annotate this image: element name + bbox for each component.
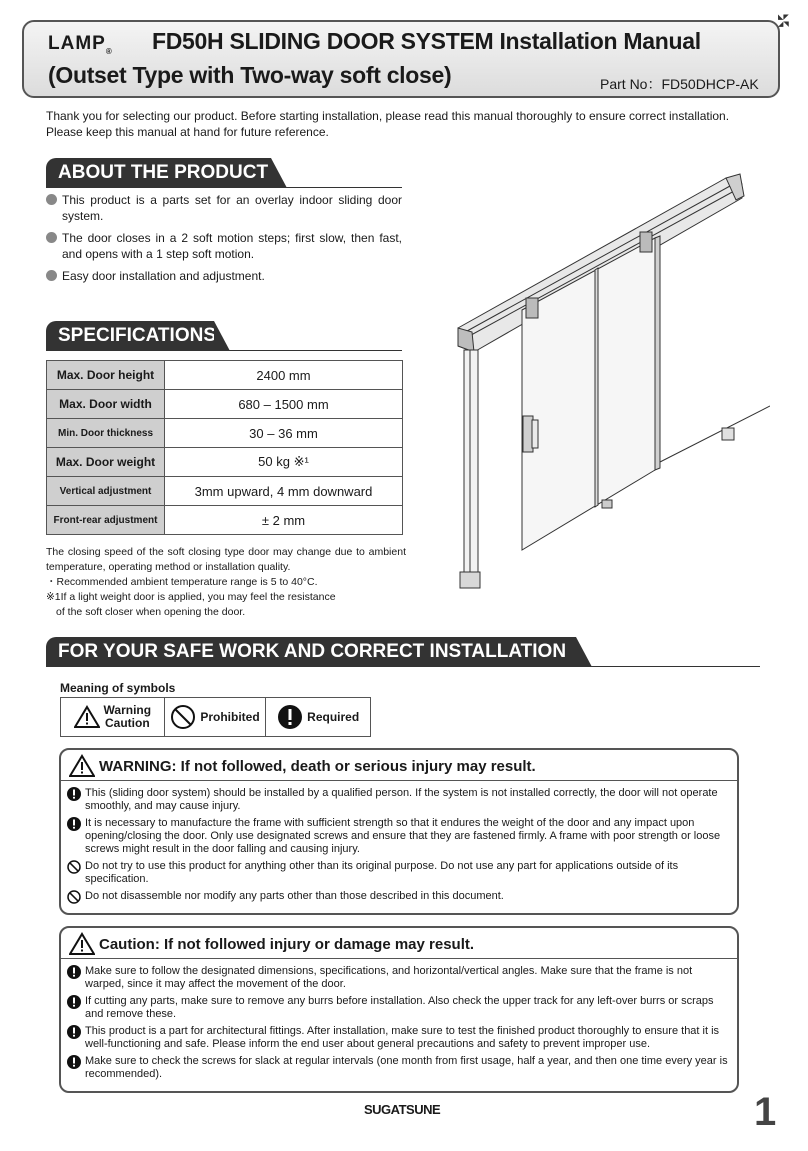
about-list (46, 192, 402, 290)
warning-icon (69, 932, 95, 956)
list-item: Make sure to follow the designated dimensions, specifications, and horizontal/vertical angles. Make sure that the frame is not warped, since it may affect the movement of the door. (67, 965, 729, 991)
required-icon (67, 1055, 81, 1069)
warning-list (67, 787, 729, 907)
prohibited-icon (67, 890, 81, 904)
bullet-icon (46, 194, 57, 205)
legend-required: Required (266, 698, 370, 736)
list-item: This product is a part for architectural fittings. After installation, make sure to test the finished product thoroughly to ensure that it is well-functioning and safe. Please inform the end user about general precautions and safety to prevent improper use. (67, 1025, 729, 1051)
symbols-label: Meaning of symbols (60, 681, 176, 695)
about-heading: ABOUT THE PRODUCT (46, 158, 271, 188)
list-item: Make sure to check the screws for slack at regular intervals (one month from first usage, half a year, and then one time every year is recommended). (67, 1055, 729, 1081)
table-row: Front-rear adjustment ± 2 mm (47, 506, 403, 535)
required-icon (67, 817, 81, 831)
intro-text: Thank you for selecting our product. Before starting installation, please read this manual thoroughly to ensure correct installation. Please keep this manual at hand for future reference. (46, 109, 730, 139)
required-icon (67, 965, 81, 979)
brand-logo: $LAMP_®$ (48, 33, 113, 56)
required-icon (67, 1025, 81, 1039)
list-item: Do not try to use this product for anything other than its original purpose. Do not use any part for applications outside of its specification. (67, 860, 729, 886)
warning-title: WARNING: If not followed, death or serious injury may result. (69, 754, 536, 778)
spec-notes: The closing speed of the soft closing type door may change due to ambient temperature, operating method or installation quality. ・Recommended ambient temperature range is 5 to 40°C. ※1If a light weight door is applied, you may feel the resistance of the soft closer when opening the door. (46, 546, 406, 618)
page-number: 1 (754, 1090, 777, 1134)
warning-icon (69, 754, 95, 778)
list-item: If cutting any parts, make sure to remove any burrs before installation. Also check the upper track for any left-over burrs or scraps and remove these. (67, 995, 729, 1021)
table-row: Max. Door weight 50 kg ※¹ (47, 448, 403, 477)
required-icon (67, 995, 81, 1009)
symbols-legend (60, 697, 371, 737)
list-item: This product is a parts set for an overlay indoor sliding door system. (46, 192, 402, 224)
caution-box (59, 926, 739, 1093)
caution-title: Caution: If not followed injury or damage may result. (69, 932, 474, 956)
manual-title: FD50H SLIDING DOOR SYSTEM Installation Manual (152, 28, 701, 54)
list-item: Easy door installation and adjustment. (46, 268, 402, 284)
sliding-door-illustration (440, 170, 770, 610)
required-icon (67, 787, 81, 801)
caution-list (67, 965, 729, 1085)
bullet-icon (46, 232, 57, 243)
safety-rule (46, 666, 760, 667)
table-row: Vertical adjustment 3mm upward, 4 mm downward (47, 477, 403, 506)
part-number: Part No：FD50DHCP-AK (600, 76, 759, 92)
spec-table (46, 360, 403, 535)
prohibited-icon (170, 704, 196, 730)
bullet-icon (46, 270, 57, 281)
table-row: Max. Door height 2400 mm (47, 361, 403, 390)
warning-icon (74, 705, 100, 729)
footer-logo: SUGATSUNE (364, 1102, 441, 1117)
warning-box (59, 748, 739, 915)
warning-divider (61, 780, 737, 781)
about-rule (46, 187, 402, 188)
safety-heading: FOR YOUR SAFE WORK AND CORRECT INSTALLATION (46, 637, 576, 667)
legend-prohibited: Prohibited (165, 698, 267, 736)
manual-subtitle: (Outset Type with Two-way soft close) (48, 62, 452, 88)
specs-rule (46, 350, 402, 351)
list-item: It is necessary to manufacture the frame with sufficient strength so that it endures the weight of the door and any impact upon opening/closing the door. Only use designated screws and ensure that they are fastened firmly. A frame with poor strength or loose screws might result in the door falling and causing injury. (67, 817, 729, 856)
list-item: The door closes in a 2 soft motion steps; first slow, then fast, and opens with a 1 step soft motion. (46, 230, 402, 262)
required-icon (277, 704, 303, 730)
caution-divider (61, 958, 737, 959)
table-row: Min. Door thickness 30 – 36 mm (47, 419, 403, 448)
list-item: This (sliding door system) should be installed by a qualified person. If the system is not installed correctly, the door will not operate smoothly, and may cause injury. (67, 787, 729, 813)
specs-heading: SPECIFICATIONS (46, 321, 214, 351)
legend-warning: Warning Caution (61, 698, 165, 736)
list-item: Do not disassemble nor modify any parts other than those described in this document. (67, 890, 729, 903)
prohibited-icon (67, 860, 81, 874)
corner-marks: ◣◤ ◢◥ (778, 14, 789, 28)
table-row: Max. Door width 680 – 1500 mm (47, 390, 403, 419)
